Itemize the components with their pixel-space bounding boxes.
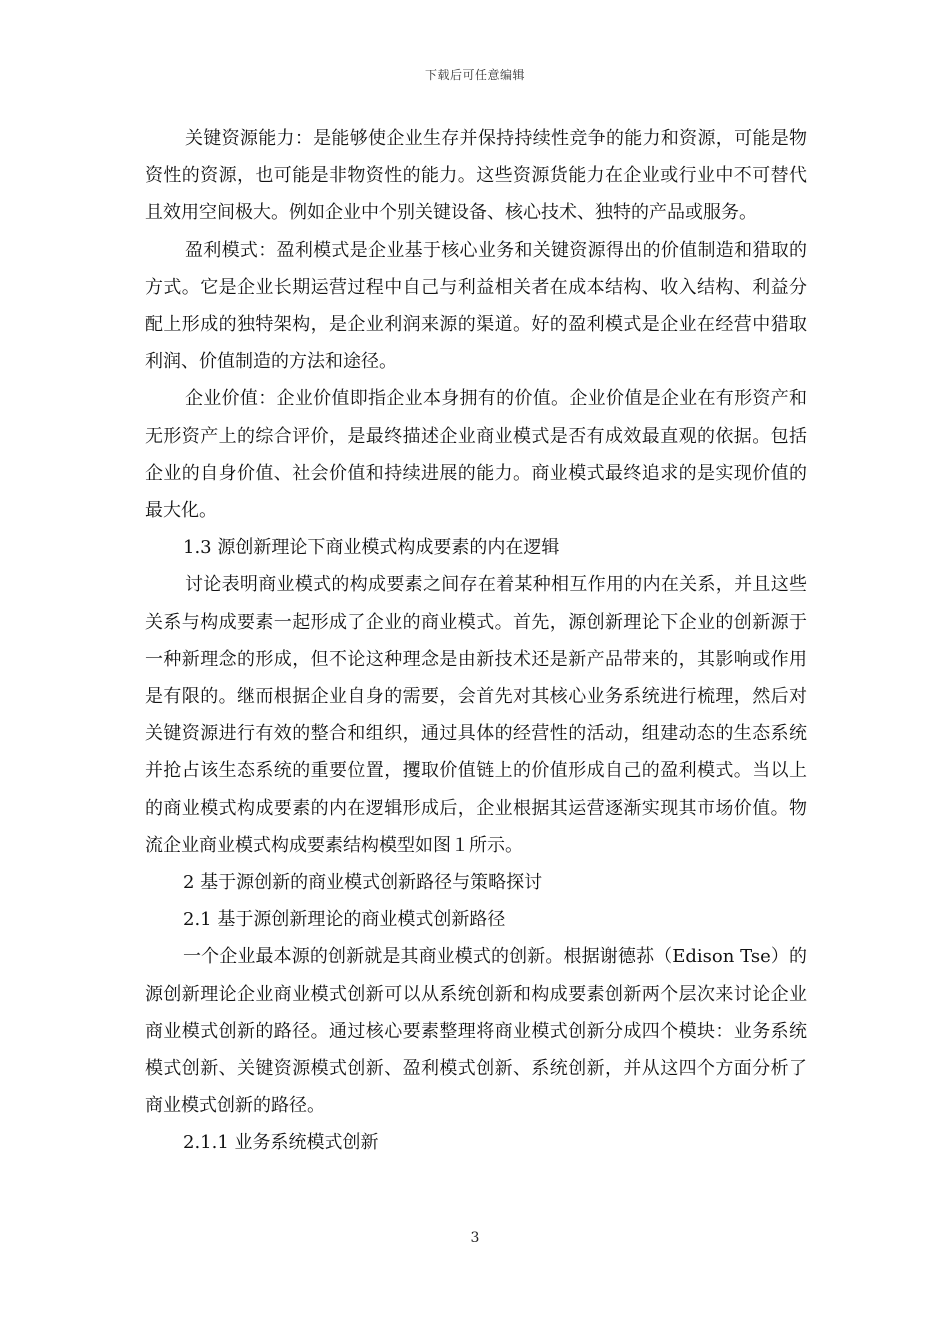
paragraph-innovation-path: 一个企业最本源的创新就是其商业模式的创新。根据谢德荪（Edison Tse）的源创新理论企业商业模式创新可以从系统创新和构成要素创新两个层次来讨论企业商业模式创新的路径。通过核心要素整理将商业模式创新分成四个模块：业务系统模式创新、关键资源模式创新、盈利模式创新、系统创新，并从这四个方面分析了商业模式创新的路径。 <box>145 946 807 1117</box>
paragraph-profit-model: 盈利模式：盈利模式是企业基于核心业务和关键资源得出的价值制造和猎取的方式。它是企业长期运营过程中自己与利益相关者在成本结构、收入结构、利益分配上形成的独特架构，是企业利润来源的渠道。好的盈利模式是企业在经营中猎取利润、价值制造的方法和途径。 <box>145 239 807 373</box>
paragraph-inner-logic: 讨论表明商业模式的构成要素之间存在着某种相互作用的内在关系，并且这些关系与构成要素一起形成了企业的商业模式。首先，源创新理论下企业的创新源于一种新理念的形成，但不论这种理念是由新技术还是新产品带来的，其影响或作用是有限的。继而根据企业自身的需要，会首先对其核心业务系统进行梳理，然后对关键资源进行有效的整合和组织，通过具体的经营性的活动，组建动态的生态系统并抢占该生态系统的重要位置，攫取价值链上的价值形成自己的盈利模式。当以上的商业模式构成要素的内在逻辑形成后，企业根据其运营逐渐实现其市场价值。物流企业商业模式构成要素结构模型如图１所示。 <box>145 574 807 856</box>
page-number: 3 <box>470 1230 480 1246</box>
section-heading-2-1: 2.1 基于源创新理论的商业模式创新路径 <box>183 909 506 931</box>
document-body <box>145 120 807 1162</box>
section-heading-1-3: 1.3 源创新理论下商业模式构成要素的内在逻辑 <box>183 537 560 559</box>
paragraph-enterprise-value: 企业价值：企业价值即指企业本身拥有的价值。企业价值是企业在有形资产和无形资产上的综合评价，是最终描述企业商业模式是否有成效最直观的依据。包括企业的自身价值、社会价值和持续进展的能力。商业模式最终追求的是实现价值的最大化。 <box>145 388 807 522</box>
paragraph-key-resources: 关键资源能力：是能够使企业生存并保持持续性竞争的能力和资源，可能是物资性的资源，也可能是非物资性的能力。这些资源货能力在企业或行业中不可替代且效用空间极大。例如企业中个别关键设备、核心技术、独特的产品或服务。 <box>145 128 807 224</box>
page-header: 下载后可任意编辑 <box>424 68 525 82</box>
section-heading-2-1-1: 2.1.1 业务系统模式创新 <box>183 1132 379 1154</box>
section-heading-2: 2 基于源创新的商业模式创新路径与策略探讨 <box>183 872 543 894</box>
